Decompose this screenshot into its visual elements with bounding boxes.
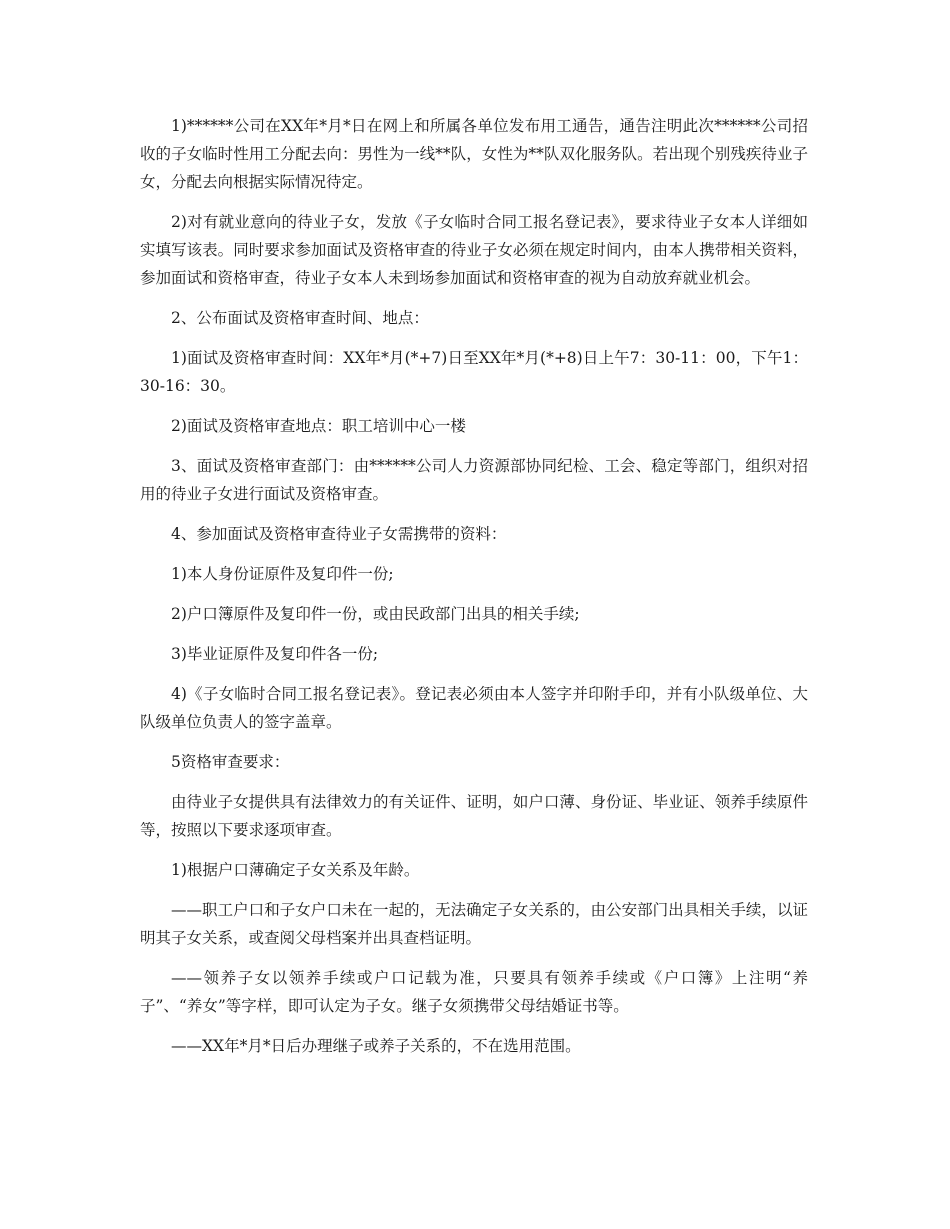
paragraph-4: 1)面试及资格审查时间：XX年*月(*+7)日至XX年*月(*+8)日上午7：30-11：00，下午1：30-16：30。: [140, 349, 808, 395]
paragraph-14: 1)根据户口薄确定子女关系及年龄。: [171, 861, 420, 879]
paragraph-2: 2)对有就业意向的待业子女，发放《子女临时合同工报名登记表》，要求待业子女本人详细如实填写该表。同时要求参加面试及资格审查的待业子女必须在规定时间内，由本人携带相关资料，参加面试和资格审查，待业子女本人未到场参加面试和资格审查的视为自动放弃就业机会。: [140, 213, 808, 287]
paragraph-17: ——XX年*月*日后办理继子或养子关系的，不在选用范围。: [171, 1037, 581, 1055]
paragraph-10: 3)毕业证原件及复印件各一份;: [171, 645, 379, 663]
paragraph-7: 4、参加面试及资格审查待业子女需携带的资料：: [171, 525, 507, 543]
paragraph-15: ——职工户口和子女户口未在一起的，无法确定子女关系的，由公安部门出具相关手续，以证明其子女关系，或查阅父母档案并出具查档证明。: [140, 901, 808, 947]
paragraph-12: 5资格审查要求：: [171, 753, 290, 771]
paragraph-16: ——领养子女以领养手续或户口记载为准，只要具有领养手续或《户口簿》上注明“养子”、“养女”等字样，即可认定为子女。继子女须携带父母结婚证书等。: [140, 969, 808, 1015]
paragraph-13: 由待业子女提供具有法律效力的有关证件、证明，如户口薄、身份证、毕业证、领养手续原件等，按照以下要求逐项审查。: [140, 793, 808, 839]
paragraph-3: 2、公布面试及资格审查时间、地点：: [171, 309, 429, 327]
paragraph-1: 1)******公司在XX年*月*日在网上和所属各单位发布用工通告，通告注明此次******公司招收的子女临时性用工分配去向：男性为一线**队，女性为**队双化服务队。若出现个别残疾待业子女，分配去向根据实际情况待定。: [140, 117, 808, 191]
paragraph-8: 1)本人身份证原件及复印件一份;: [171, 565, 394, 583]
paragraph-6: 3、面试及资格审查部门：由******公司人力资源部协同纪检、工会、稳定等部门，组织对招用的待业子女进行面试及资格审查。: [140, 457, 808, 503]
document-body: [140, 112, 808, 1072]
paragraph-9: 2)户口簿原件及复印件一份，或由民政部门出具的相关手续;: [171, 605, 580, 623]
paragraph-11: 4)《子女临时合同工报名登记表》。登记表必须由本人签字并印附手印，并有小队级单位、大队级单位负责人的签字盖章。: [140, 685, 808, 731]
paragraph-5: 2)面试及资格审查地点：职工培训中心一楼: [171, 417, 466, 435]
